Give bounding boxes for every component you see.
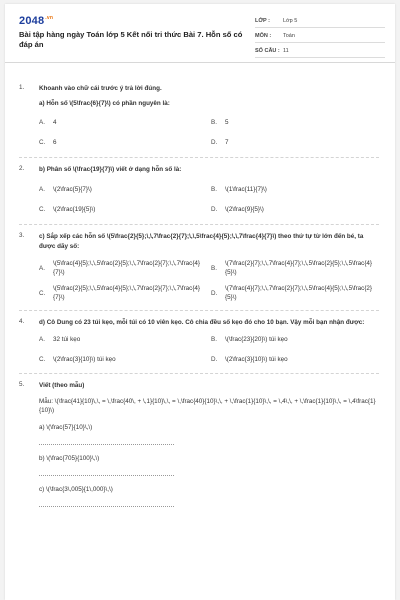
option-a[interactable]: A. \(2\frac{5}{7}\) bbox=[39, 186, 92, 193]
option-c[interactable]: C. \(2\frac{3}{10}\) túi kẹo bbox=[39, 356, 116, 363]
question-number: 5. bbox=[19, 381, 25, 388]
question-2 bbox=[19, 165, 379, 214]
question-text: Viết (theo mẫu) bbox=[39, 382, 85, 389]
question-4 bbox=[19, 318, 379, 364]
exercise-item-b: b) \(\frac{705}{100}\,\) bbox=[39, 455, 100, 462]
question-divider bbox=[19, 157, 379, 158]
question-text: c) Sắp xếp các hỗn số \(5\frac{2}{5};\,\,7\frac{2}{7};\,\,5\frac{4}{5};\,\,7\frac{4}{7}\) theo thứ tự từ lớn đến bé, ta được dãy số: bbox=[39, 233, 364, 250]
question-number: 2. bbox=[19, 165, 25, 172]
question-divider bbox=[19, 310, 379, 311]
question-text: b) Phân số \(\frac{19}{7}\) viết ở dạng hỗn số là: bbox=[39, 166, 182, 173]
question-1 bbox=[19, 84, 379, 147]
option-c[interactable]: C. \(5\frac{2}{5};\,\,5\frac{4}{5};\,\,7\frac{2}{7};\,\,7\frac{4}{7}\) bbox=[39, 285, 201, 301]
worksheet-page bbox=[5, 4, 395, 600]
question-5 bbox=[19, 381, 379, 507]
site-logo[interactable]: $2048^{.vn}$ bbox=[19, 15, 54, 27]
question-divider bbox=[19, 224, 379, 225]
option-b[interactable]: B. \(\frac{23}{20}\) túi kẹo bbox=[211, 336, 288, 343]
answer-line[interactable] bbox=[39, 506, 174, 507]
answer-line[interactable] bbox=[39, 444, 174, 445]
option-d[interactable]: D. \(2\frac{3}{10}\) túi kẹo bbox=[211, 356, 288, 363]
meta-row-grade: LỚP : Lớp 5 bbox=[255, 14, 385, 28]
question-number: 4. bbox=[19, 318, 25, 325]
meta-row-subject: MÔN : Toán bbox=[255, 29, 385, 43]
meta-panel bbox=[255, 14, 385, 59]
option-a[interactable]: A. \(5\frac{4}{5};\,\,5\frac{2}{5};\,\,7\frac{2}{7};\,\,7\frac{4}{7}\) bbox=[39, 260, 201, 276]
example-formula: Mẫu: \(\frac{41}{10}\,\, = \,\frac{40\, + \,1}{10}\,\, = \,\frac{40}{10}\,\, + \,\frac{1}{10}\,\, = \,4\,\, + \,\frac{1}{10}\,\, = \,4\frac{1}{10}\) bbox=[39, 398, 376, 414]
answer-line[interactable] bbox=[39, 475, 174, 476]
option-d[interactable]: D. \(2\frac{9}{5}\) bbox=[211, 206, 264, 213]
question-number: 1. bbox=[19, 84, 25, 91]
option-b[interactable]: B. 5 bbox=[211, 119, 229, 126]
meta-row-question-count: SỐ CÂU : 11 bbox=[255, 44, 385, 58]
question-text: d) Cô Dung có 23 túi kẹo, mỗi túi có 10 viên kẹo. Cô chia đều số kẹo đó cho 10 bạn. Vậy mỗi bạn nhận được: bbox=[39, 319, 365, 326]
question-number: 3. bbox=[19, 232, 25, 239]
exercise-item-c: c) \(\frac{3\,005}{1\,000}\,\) bbox=[39, 486, 113, 493]
option-c[interactable]: C. \(2\frac{19}{5}\) bbox=[39, 206, 96, 213]
option-c[interactable]: C. 6 bbox=[39, 139, 57, 146]
question-text: Khoanh vào chữ cái trước ý trả lời đúng. bbox=[39, 85, 162, 92]
worksheet-header bbox=[5, 4, 395, 63]
question-list bbox=[19, 72, 379, 507]
option-d[interactable]: D. 7 bbox=[211, 139, 229, 146]
worksheet-title: Bài tập hàng ngày Toán lớp 5 Kết nối tri thức Bài 7. Hỗn số có đáp án bbox=[19, 30, 243, 49]
question-subtext: a) Hỗn số \(5\frac{6}{7}\) có phần nguyên là: bbox=[39, 100, 170, 107]
exercise-item-a: a) \(\frac{57}{10}\,\) bbox=[39, 424, 93, 431]
question-3 bbox=[19, 232, 379, 302]
question-divider bbox=[19, 373, 379, 374]
option-a[interactable]: A. 32 túi kẹo bbox=[39, 336, 81, 343]
option-d[interactable]: D. \(7\frac{4}{7};\,\,7\frac{2}{7};\,\,5\frac{4}{5};\,\,5\frac{2}{5}\) bbox=[211, 285, 373, 301]
option-a[interactable]: A. 4 bbox=[39, 119, 57, 126]
option-b[interactable]: B. \(7\frac{2}{7};\,\,7\frac{4}{7};\,\,5\frac{2}{5};\,\,5\frac{4}{5}\) bbox=[211, 260, 373, 276]
option-b[interactable]: B. \(1\frac{11}{7}\) bbox=[211, 186, 267, 193]
